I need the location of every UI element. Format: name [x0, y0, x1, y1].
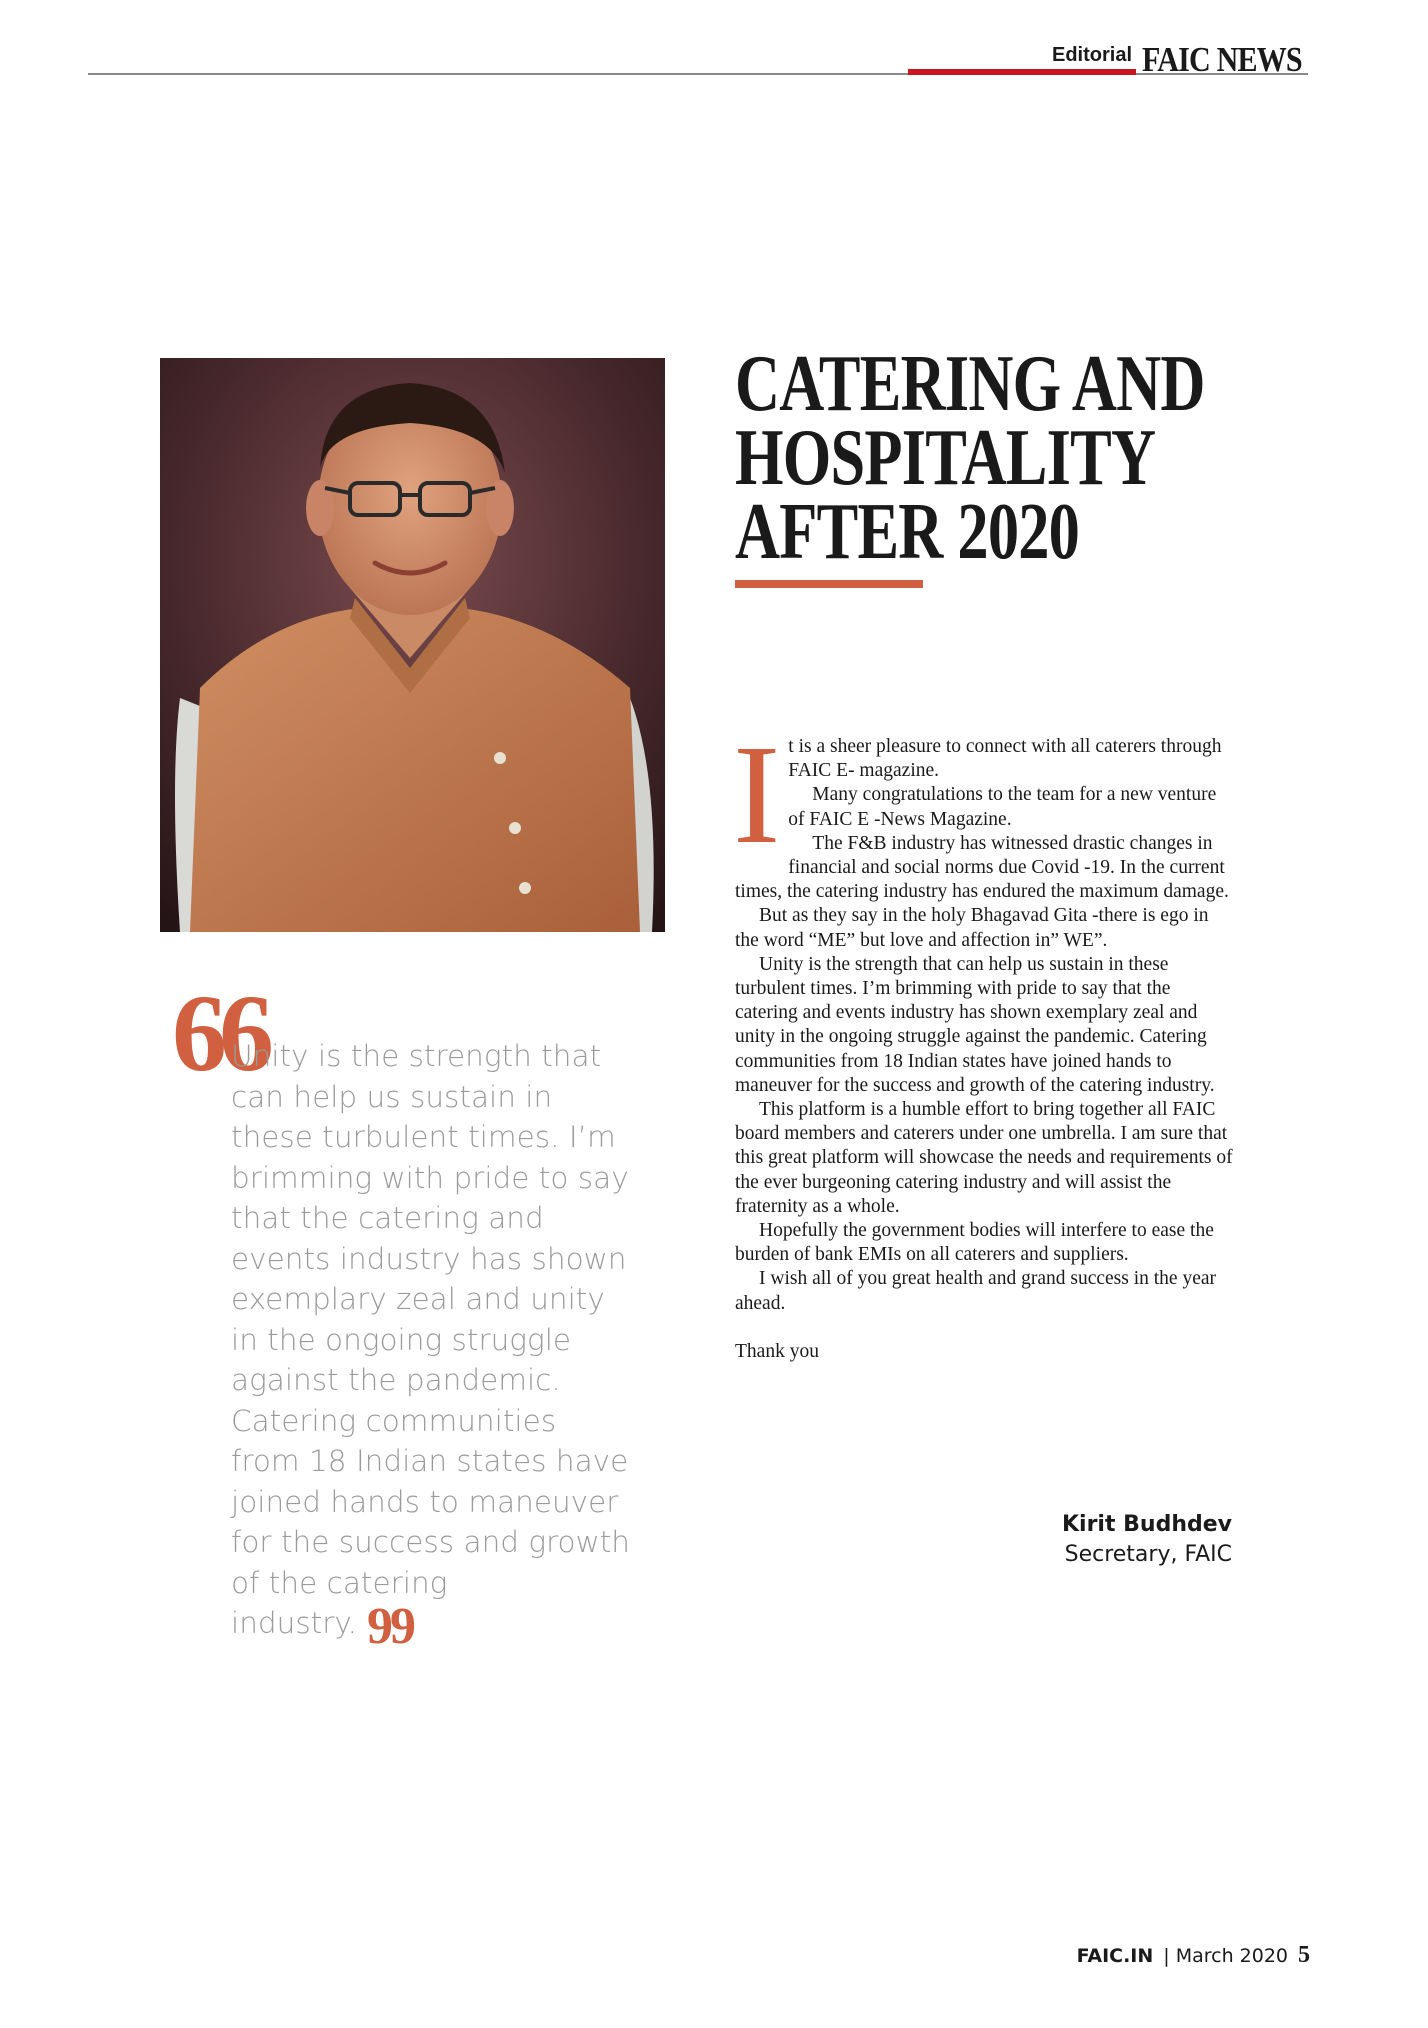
- article-title: [735, 340, 1205, 576]
- title-underline: [735, 580, 923, 588]
- magazine-brand: FAIC NEWS: [1142, 40, 1302, 79]
- footer-site: FAIC.IN: [1076, 1945, 1154, 1967]
- footer-separator: |: [1163, 1945, 1170, 1967]
- pull-quote: [231, 1036, 631, 1655]
- paragraph: Unity is the strength that can help us sustain in these turbulent times. I’m brimming with pride to say that the catering and events industry has shown exemplary zeal and unity in the ongoing struggle against the pandemic. Catering communities from 18 Indian states have joined hands to maneuver for the success and growth of the catering industry.: [735, 953, 1215, 1096]
- article-body: [733, 715, 1233, 1364]
- paragraph: Hopefully the government bodies will interfere to ease the burden of bank EMIs on all caterers and suppliers.: [735, 1220, 1214, 1266]
- author-photo: [160, 358, 665, 932]
- title-line: AFTER 2020: [735, 488, 1080, 576]
- pull-quote-text: Unity is the strength that can help us sustain in these turbulent times. I’m brimming with pride to say that the catering and events industry has shown exemplary zeal and unity in the ongoing struggle against the pandemic. Catering communities from 18 Indian states have joined hands to maneuver for the success and growth of the catering industry.: [231, 1039, 630, 1640]
- close-quote-mark: 99: [367, 1598, 414, 1655]
- paragraph: But as they say in the holy Bhagavad Gita -there is ego in the word “ME” but love and affection in” WE”.: [735, 905, 1209, 951]
- page-footer: [1077, 1942, 1310, 1969]
- drop-cap: I: [733, 715, 781, 873]
- paragraph: Many congratulations to the team for a new venture of FAIC E -News Magazine.: [788, 784, 1217, 830]
- open-quote-mark: 66: [172, 972, 266, 1094]
- page-number: 5: [1298, 1942, 1310, 1968]
- title-line: HOSPITALITY: [735, 414, 1156, 502]
- paragraph: I wish all of you great health and grand success in the year ahead.: [735, 1268, 1217, 1314]
- footer-issue: March 2020: [1175, 1945, 1288, 1967]
- paragraph: This platform is a humble effort to bring together all FAIC board members and caterers under one umbrella. I am sure that this great platform will showcase the needs and requirements of the ever burgeoning catering industry and will assist the fraternity as a whole.: [735, 1099, 1233, 1217]
- header-accent-bar: [908, 69, 1136, 75]
- paragraph: The F&B industry has witnessed drastic changes in financial and social norms due Covid -19. In the current times, the catering industry has endured the maximum damage.: [735, 832, 1229, 903]
- title-line: CATERING AND: [735, 340, 1205, 428]
- paragraph: t is a sheer pleasure to connect with all caterers through FAIC E- magazine.: [788, 736, 1222, 782]
- section-label: Editorial: [1052, 44, 1133, 66]
- author-role: Secretary, FAIC: [1064, 1542, 1232, 1567]
- closing-line: Thank you: [735, 1340, 819, 1362]
- author-name: Kirit Budhdev: [1061, 1512, 1232, 1537]
